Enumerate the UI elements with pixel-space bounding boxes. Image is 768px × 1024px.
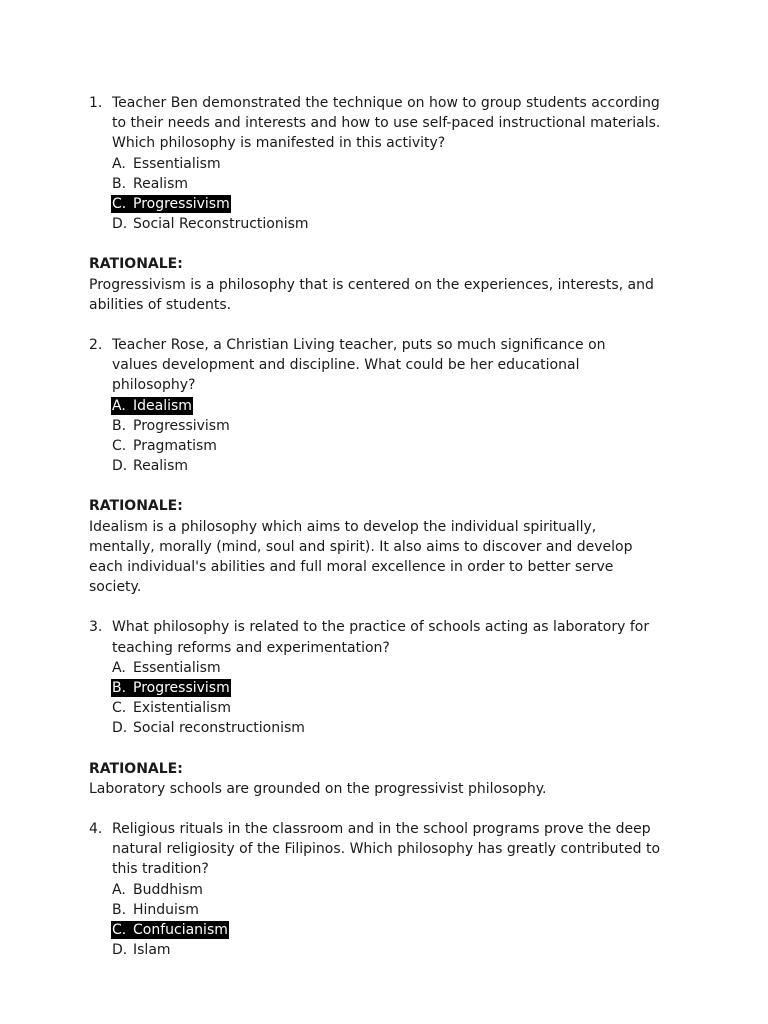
question-1 [89,93,689,234]
question-text: Teacher Ben demonstrated the technique on how to group students according to their needs and interests and how to use self-paced instructional materials. Which philosophy is manifested in this activity? [112,95,661,152]
question-number: 4. [89,820,103,837]
question-text: Teacher Rose, a Christian Living teacher, puts so much significance on values development and discipline. What could be her educational philosophy? [112,336,606,394]
option-a: A. Essentialism [112,659,221,676]
rationale-text: Idealism is a philosophy which aims to develop the individual spiritually, mentally, morally (mind, soul and spirit). It also aims to discover and develop each individual's abilities and full moral excellence in order to better serve society. [89,518,633,596]
option-list [112,396,689,477]
question-2 [89,335,689,476]
option-list [112,154,689,235]
rationale-2 [89,496,689,597]
question-number: 1. [89,95,103,111]
question-text: Religious rituals in the classroom and in the school programs prove the deep natural religiosity of the Filipinos. Which philosophy has greatly contributed to this tradition? [112,820,661,878]
rationale-heading: RATIONALE: [89,498,183,515]
question-4 [89,819,689,960]
rationale-3 [89,759,689,799]
option-b-answer: B. Progressivism [112,679,230,696]
rationale-text: Laboratory schools are grounded on the progressivist philosophy. [89,780,547,797]
question-number: 3. [89,619,103,636]
option-a-answer: A. Idealism [112,397,192,414]
rationale-1 [89,254,689,315]
question-3 [89,617,689,738]
option-d: D. Social Reconstructionism [112,216,309,233]
question-number: 2. [89,336,103,353]
document-page [89,93,689,960]
option-list [112,658,689,739]
rationale-heading: RATIONALE: [89,760,183,777]
option-d: D. Islam [112,942,171,959]
option-c-answer: C. Confucianism [112,921,228,938]
option-b: B. Hinduism [112,901,199,918]
option-a: A. Buddhism [112,881,203,898]
option-d: D. Realism [112,458,189,475]
option-c: C. Pragmatism [112,437,217,454]
option-a: A. Essentialism [112,155,221,172]
option-c: C. Existentialism [112,700,231,717]
rationale-text: Progressivism is a philosophy that is centered on the experiences, interests, and abilities of students. [89,276,654,313]
option-b: B. Progressivism [112,417,230,434]
option-b: B. Realism [112,175,189,192]
option-d: D. Social reconstructionism [112,720,305,737]
rationale-heading: RATIONALE: [89,256,183,273]
option-c-answer: C. Progressivism [112,195,230,212]
question-text: What philosophy is related to the practice of schools acting as laboratory for teaching reforms and experimentation? [112,619,650,656]
option-list [112,880,689,961]
